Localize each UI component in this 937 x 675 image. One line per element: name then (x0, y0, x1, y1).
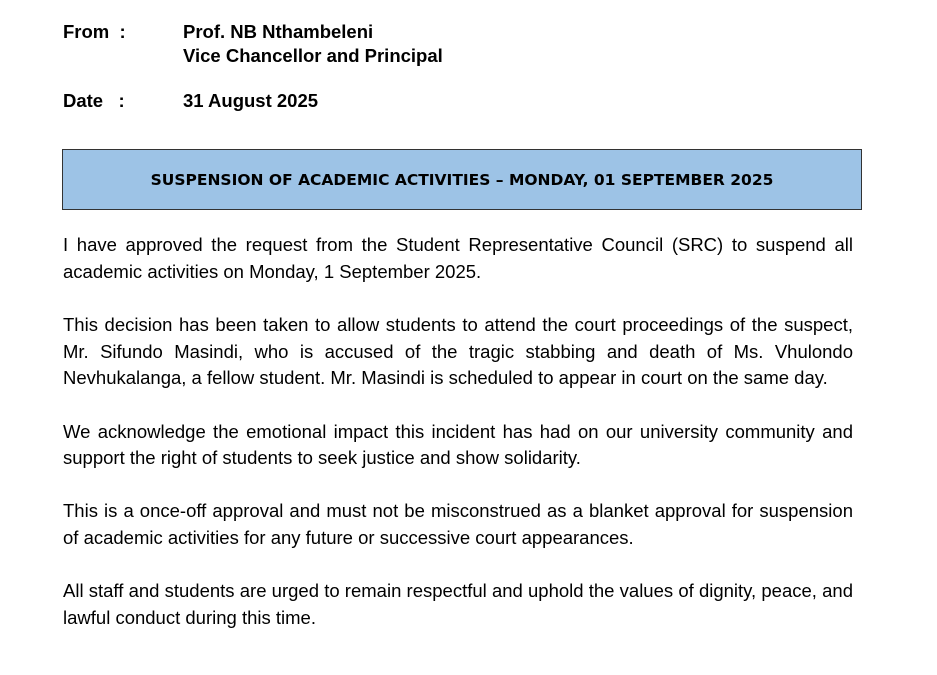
memo-header (63, 20, 443, 113)
sender-title: Vice Chancellor and Principal (183, 45, 443, 66)
paragraph-acknowledgement: We acknowledge the emotional impact this incident has had on our university community and support the right of students to seek justice and show solidarity. (63, 420, 853, 469)
paragraph-once-off: This is a once-off approval and must not be misconstrued as a blanket approval for suspension of academic activities for any future or successive court appearances. (63, 500, 853, 549)
from-row (63, 20, 443, 68)
paragraph-conduct: All staff and students are urged to remain respectful and uphold the values of dignity, peace, and lawful conduct during this time. (63, 580, 853, 629)
date-label: Date : (63, 90, 125, 111)
paragraph-approval: I have approved the request from the Student Representative Council (SRC) to suspend all academic activities on Monday, 1 September 2025. (63, 234, 853, 282)
paragraph-reason: This decision has been taken to allow students to attend the court proceedings of the suspect, Mr. Sifundo Masindi, who is accused of the tragic stabbing and death of Ms. Vhulondo Nevhukalanga, a fellow student. Mr. Masindi is scheduled to appear in court on the same day. (63, 313, 853, 389)
title-box (62, 149, 862, 210)
document-title: SUSPENSION OF ACADEMIC ACTIVITIES – MONDAY, 01 SEPTEMBER 2025 (150, 170, 774, 189)
date-value: 31 August 2025 (183, 90, 319, 111)
from-value (183, 20, 443, 68)
sender-name: Prof. NB Nthambeleni (183, 21, 374, 42)
from-label: From : (63, 21, 126, 42)
date-row (63, 89, 443, 113)
memo-body (63, 232, 853, 632)
